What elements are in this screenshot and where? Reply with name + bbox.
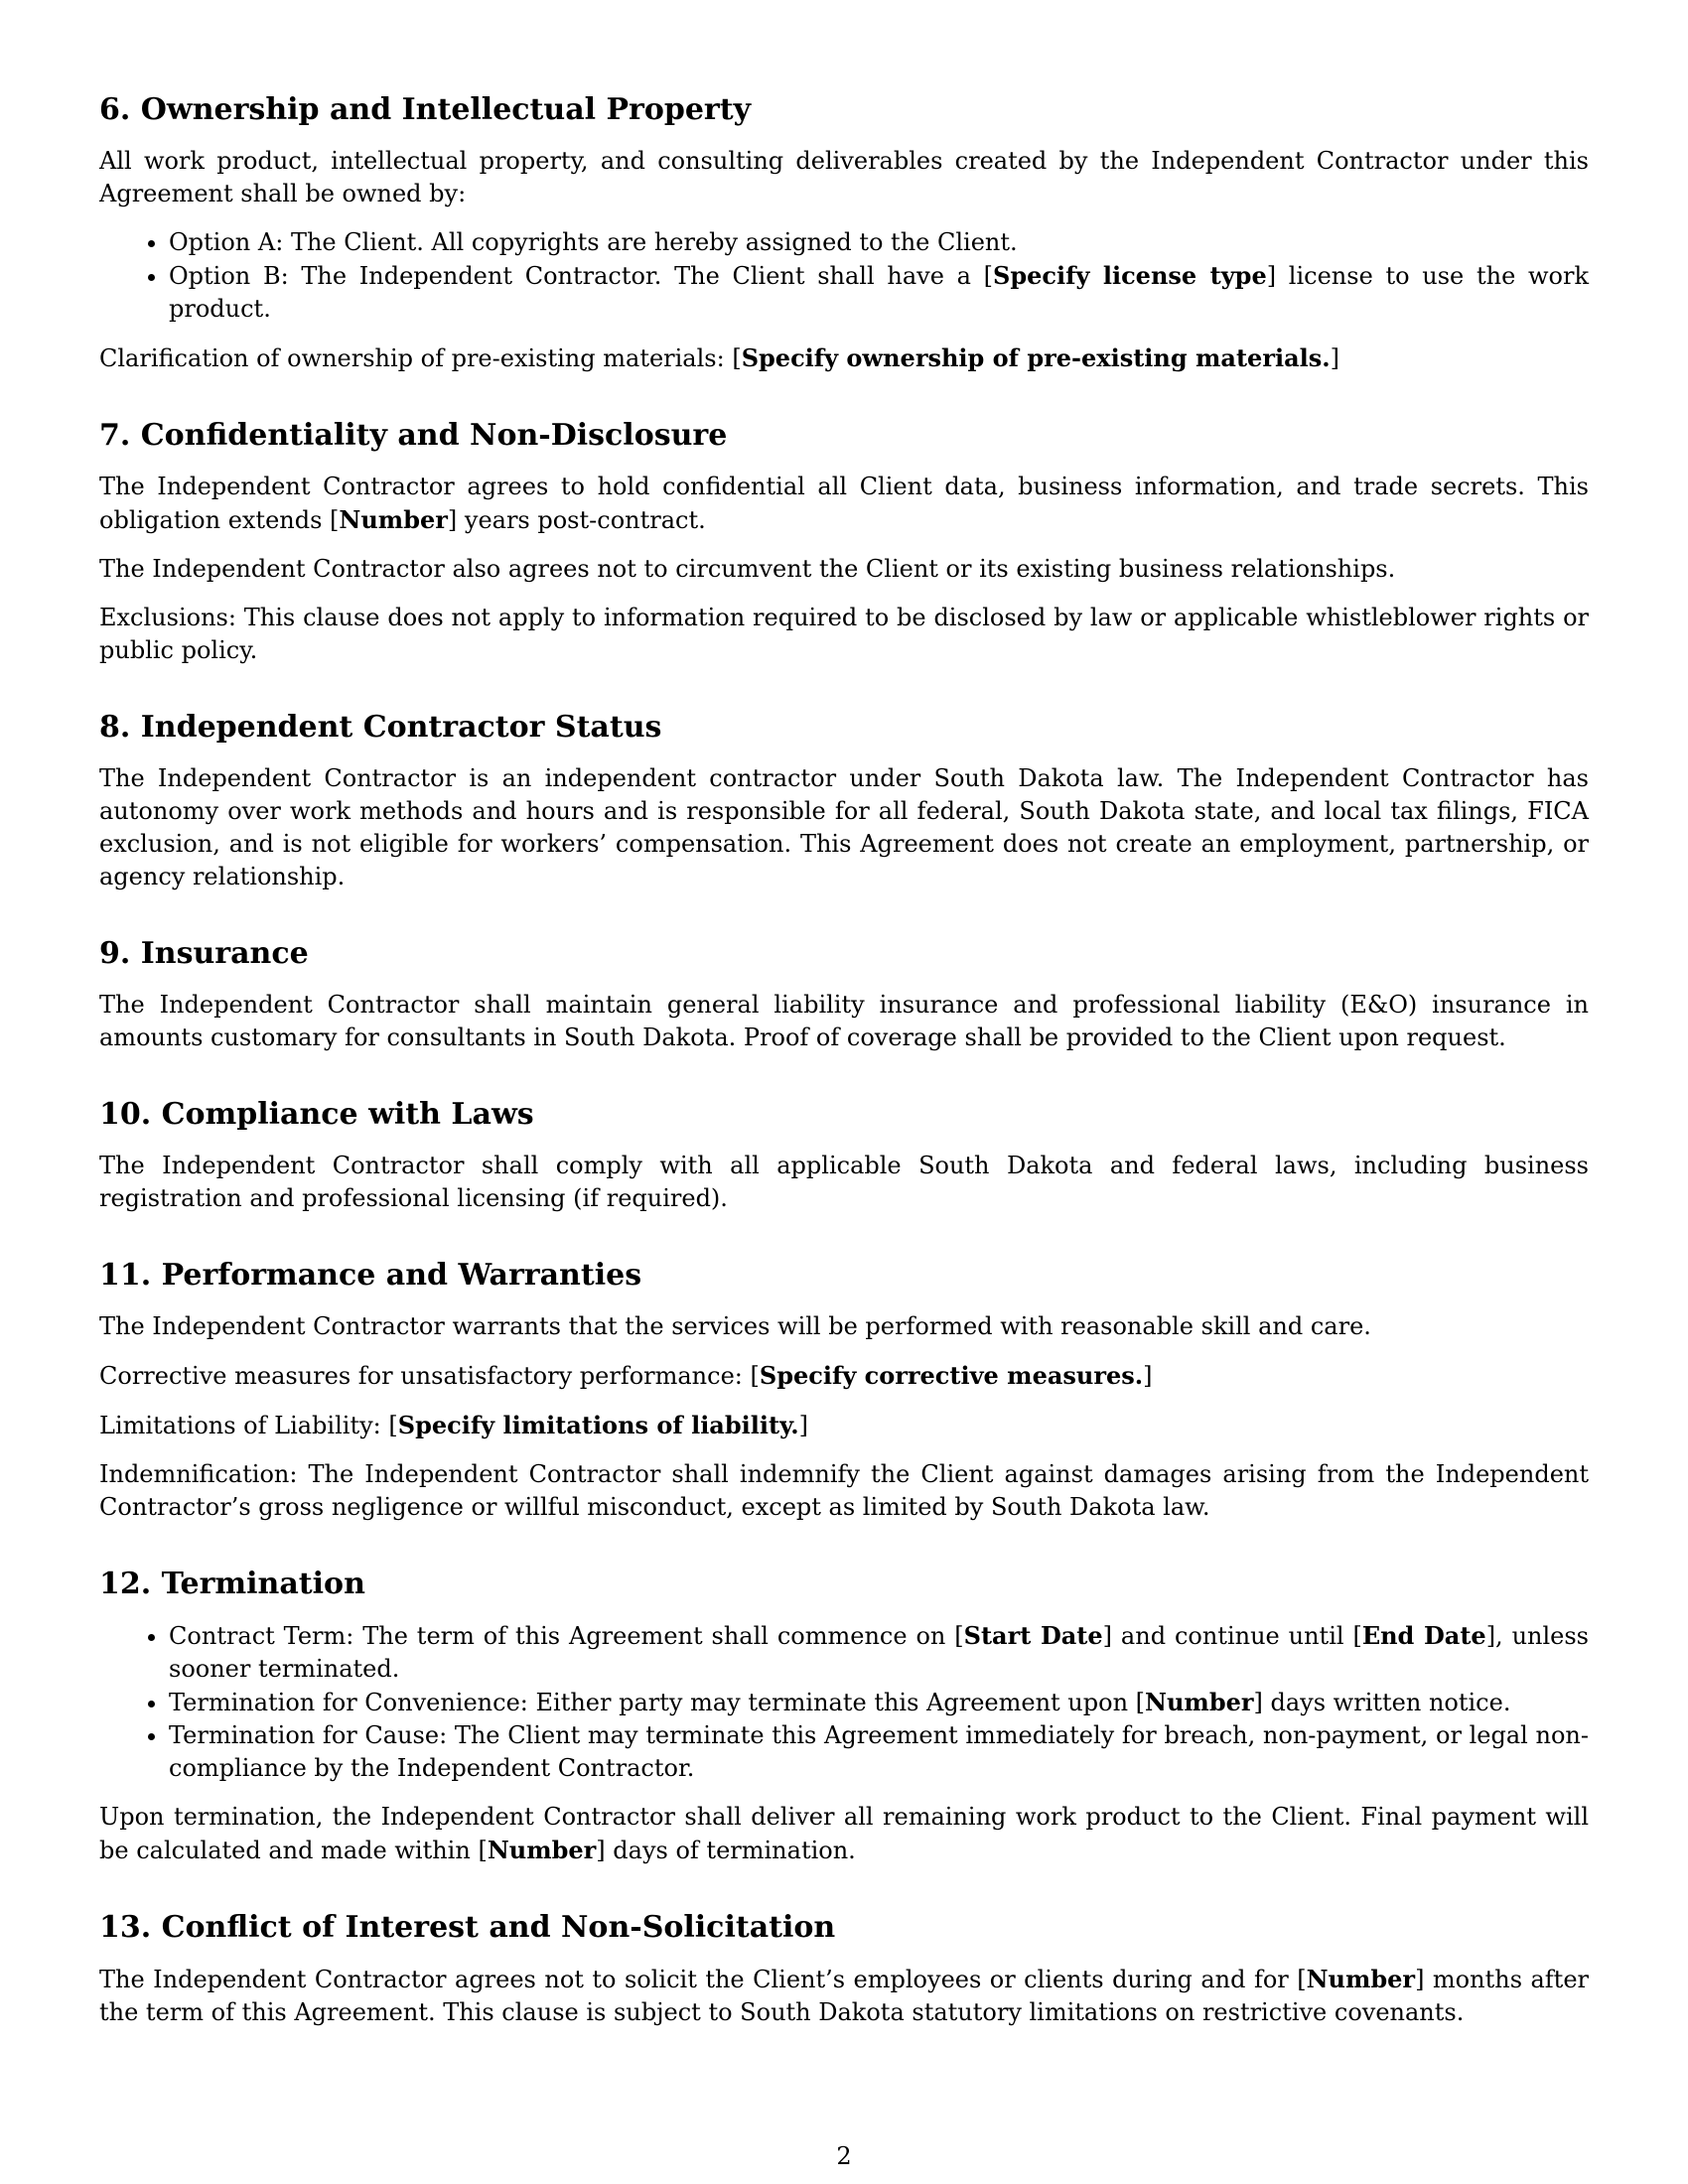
list-item: • Option B: The Independent Contractor. The Client shall have a [Specify license type] license to use the work product. [169, 259, 1589, 326]
placeholder-field: Specify license type [993, 261, 1267, 290]
section-heading: 8. Independent Contractor Status [99, 710, 662, 745]
section-12 [99, 1566, 1589, 1867]
placeholder-field: End Date [1361, 1621, 1486, 1650]
placeholder-field: Number [487, 1836, 597, 1864]
section-heading: 6. Ownership and Intellectual Property [99, 92, 752, 127]
section-heading: 13. Conflict of Interest and Non-Solicitation [99, 1910, 836, 1945]
paragraph: The Independent Contractor also agrees not to circumvent the Client or its existing business relationships. [99, 555, 1396, 583]
list-item: • Termination for Convenience: Either party may terminate this Agreement upon [Number] days written notice. [169, 1686, 1589, 1719]
paragraph: Upon termination, the Independent Contractor shall deliver all remaining work product to the Client. Final payment will be calculated and made within [Number] days of termination. [99, 1803, 1589, 1864]
section-heading: 9. Insurance [99, 936, 309, 971]
list-item: • Option A: The Client. All copyrights are hereby assigned to the Client. [169, 226, 1589, 259]
section-heading: 12. Termination [99, 1567, 365, 1601]
section-6 [99, 91, 1589, 375]
termination-list [99, 1619, 1589, 1785]
section-heading: 11. Performance and Warranties [99, 1258, 642, 1293]
paragraph: The Independent Contractor is an independent contractor under South Dakota law. The Independent Contractor has autonomy over work methods and hours and is responsible for all federal, South Dakota state, and local tax filings, FICA exclusion, and is not eligible for workers’ compensation. This Agreement does not create an employment, partnership, or agency relationship. [99, 764, 1589, 890]
document-page [99, 91, 1589, 2071]
placeholder-field: Specify limitations of liability. [397, 1411, 799, 1439]
paragraph: The Independent Contractor agrees to hold confidential all Client data, business information, and trade secrets. This obligation extends [Number] years post-contract. [99, 473, 1589, 534]
placeholder-field: Specify corrective measures. [759, 1361, 1144, 1390]
placeholder-field: Specify ownership of pre-existing materials. [741, 343, 1331, 372]
paragraph: The Independent Contractor warrants that the services will be performed with reasonable skill and care. [99, 1312, 1371, 1340]
paragraph: Exclusions: This clause does not apply to information required to be disclosed by law or applicable whistleblower rights or public policy. [99, 604, 1589, 664]
section-7 [99, 417, 1589, 667]
paragraph: Corrective measures for unsatisfactory performance: [Specify corrective measures.] [99, 1361, 1153, 1390]
paragraph: The Independent Contractor shall comply with all applicable South Dakota and federal laws, including business registration and professional licensing (if required). [99, 1152, 1589, 1212]
paragraph: Limitations of Liability: [Specify limitations of liability.] [99, 1411, 808, 1439]
section-10 [99, 1096, 1589, 1215]
placeholder-field: Start Date [963, 1621, 1103, 1650]
placeholder-field: Number [1145, 1688, 1254, 1716]
placeholder-field: Number [1306, 1965, 1416, 1993]
paragraph: Indemnification: The Independent Contractor shall indemnify the Client against damages arising from the Independent Contractor’s gross negligence or willful misconduct, except as limited by South Dakota law. [99, 1460, 1589, 1521]
paragraph: Clarification of ownership of pre-existing materials: [Specify ownership of pre-existing materials.] [99, 343, 1339, 372]
placeholder-field: Number [339, 505, 448, 534]
list-item: • Contract Term: The term of this Agreement shall commence on [Start Date] and continue until [End Date], unless sooner terminated. [169, 1619, 1589, 1686]
option-list [99, 226, 1589, 326]
page-number: 2 [836, 2142, 852, 2170]
list-item: • Termination for Cause: The Client may terminate this Agreement immediately for breach, non-payment, or legal non-compliance by the Independent Contractor. [169, 1719, 1589, 1785]
paragraph: All work product, intellectual property, and consulting deliverables created by the Independent Contractor under this Agreement shall be owned by: [99, 147, 1589, 207]
section-heading: 10. Compliance with Laws [99, 1097, 534, 1132]
section-11 [99, 1257, 1589, 1524]
section-8 [99, 709, 1589, 893]
section-13 [99, 1909, 1589, 2029]
section-9 [99, 935, 1589, 1054]
paragraph: The Independent Contractor agrees not to solicit the Client’s employees or clients during and for [Number] months after the term of this Agreement. This clause is subject to South Dakota statutory limitations on restrictive covenants. [99, 1965, 1589, 2026]
section-heading: 7. Confidentiality and Non-Disclosure [99, 418, 728, 453]
paragraph: The Independent Contractor shall maintain general liability insurance and professional liability (E&O) insurance in amounts customary for consultants in South Dakota. Proof of coverage shall be provided to the Client upon request. [99, 991, 1589, 1051]
